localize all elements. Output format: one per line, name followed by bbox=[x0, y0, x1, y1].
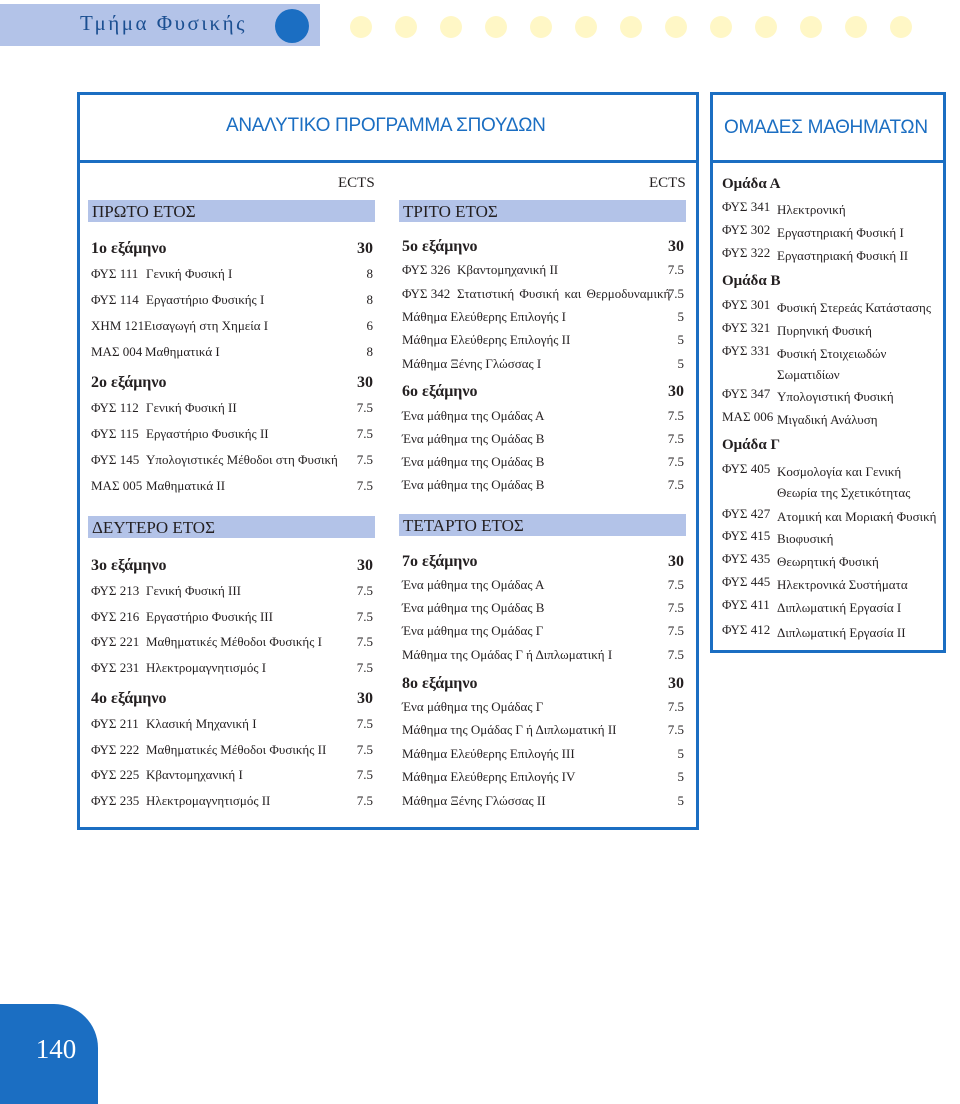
department-title: Τμήμα Φυσικής bbox=[80, 11, 247, 35]
course-row bbox=[91, 478, 373, 498]
course-row bbox=[402, 647, 684, 667]
course-credits: 7.5 bbox=[667, 577, 684, 592]
group-course-name: Μιγαδική Ανάλυση bbox=[777, 412, 878, 427]
dot bbox=[350, 16, 372, 38]
semester-2-header bbox=[91, 374, 373, 396]
course-row bbox=[402, 286, 684, 306]
course-name: Ηλεκτρομαγνητισμός ΙΙ bbox=[146, 793, 271, 808]
course-row bbox=[402, 408, 684, 428]
course-row bbox=[402, 746, 684, 766]
course-row bbox=[402, 722, 684, 742]
semester-8-header bbox=[402, 675, 684, 697]
course-name: Μαθηματικές Μέθοδοι Φυσικής Ι bbox=[146, 634, 322, 649]
course-row bbox=[402, 477, 684, 497]
course-code: ΦΥΣ 114 bbox=[91, 292, 139, 307]
course-row bbox=[402, 454, 684, 474]
dot bbox=[710, 16, 732, 38]
group-course-code: ΦΥΣ 415 bbox=[722, 528, 771, 543]
course-row bbox=[91, 426, 373, 446]
course-row bbox=[91, 318, 373, 338]
semester-6-header bbox=[402, 383, 684, 405]
course-row bbox=[402, 309, 684, 329]
course-credits: 7.5 bbox=[667, 600, 684, 615]
course-row bbox=[402, 356, 684, 376]
course-row bbox=[91, 400, 373, 420]
course-name: Ένα μάθημα της Ομάδας Β bbox=[402, 454, 545, 469]
course-code: ΦΥΣ 115 bbox=[91, 426, 139, 441]
semester-label: 4ο εξάμηνο bbox=[91, 690, 167, 707]
dot bbox=[620, 16, 642, 38]
group-course-code: ΦΥΣ 341 bbox=[722, 199, 771, 214]
group-course-code: ΦΥΣ 405 bbox=[722, 461, 771, 476]
course-name: Μάθημα της Ομάδας Γ ή Διπλωματική ΙΙ bbox=[402, 722, 617, 737]
course-code: ΦΥΣ 221 bbox=[91, 634, 140, 649]
course-row bbox=[402, 623, 684, 643]
course-credits: 7.5 bbox=[667, 408, 684, 423]
course-credits: 5 bbox=[677, 309, 684, 324]
course-row bbox=[402, 699, 684, 719]
course-code: ΦΥΣ 225 bbox=[91, 767, 140, 782]
course-name: Ένα μάθημα της Ομάδας Α bbox=[402, 408, 545, 423]
dot bbox=[575, 16, 597, 38]
ects-header: ECTS bbox=[338, 175, 375, 191]
course-code: ΜΑΣ 005 bbox=[91, 478, 143, 493]
course-credits: 7.5 bbox=[356, 426, 373, 441]
course-name: Κβαντομηχανική Ι bbox=[146, 767, 243, 782]
course-code: ΦΥΣ 213 bbox=[91, 583, 140, 598]
course-credits: 8 bbox=[366, 344, 373, 359]
course-credits: 5 bbox=[677, 793, 684, 808]
course-credits: 7.5 bbox=[667, 699, 684, 714]
year-4-heading: ΤΕΤΑΡΤΟ ΕΤΟΣ bbox=[399, 514, 686, 536]
course-code: ΦΥΣ 342 bbox=[402, 286, 451, 301]
semester-total: 30 bbox=[357, 374, 373, 391]
semester-label: 2ο εξάμηνο bbox=[91, 374, 167, 391]
course-credits: 7.5 bbox=[356, 609, 373, 624]
group-course-name: Βιοφυσική bbox=[777, 531, 834, 546]
course-name: Εργαστήριο Φυσικής ΙΙ bbox=[146, 426, 269, 441]
curriculum-title: ΑΝΑΛΥΤΙΚΟ ΠΡΟΓΡΑΜΜΑ ΣΠΟΥΔΩΝ bbox=[226, 115, 546, 136]
semester-3-header bbox=[91, 557, 373, 579]
course-name: Μαθηματικές Μέθοδοι Φυσικής ΙΙ bbox=[146, 742, 327, 757]
course-code: ΦΥΣ 145 bbox=[91, 452, 140, 467]
dot bbox=[485, 16, 507, 38]
course-row bbox=[402, 793, 684, 813]
group-course-code: ΦΥΣ 411 bbox=[722, 597, 770, 612]
course-name: Εργαστήριο Φυσικής Ι bbox=[146, 292, 265, 307]
semester-5-header bbox=[402, 238, 684, 260]
semester-total: 30 bbox=[668, 383, 684, 400]
group-course-code: ΦΥΣ 445 bbox=[722, 574, 771, 589]
semester-1-header bbox=[91, 240, 373, 262]
group-course-code: ΦΥΣ 412 bbox=[722, 622, 771, 637]
course-credits: 6 bbox=[366, 318, 373, 333]
course-code: ΜΑΣ 004 bbox=[91, 344, 143, 359]
course-credits: 7.5 bbox=[667, 647, 684, 662]
group-a-title: Ομάδα Α bbox=[722, 176, 781, 192]
semester-total: 30 bbox=[668, 238, 684, 255]
semester-total: 30 bbox=[668, 553, 684, 570]
group-course-code: ΦΥΣ 435 bbox=[722, 551, 771, 566]
course-row bbox=[91, 583, 373, 603]
course-name: Γενική Φυσική Ι bbox=[146, 266, 233, 281]
course-credits: 5 bbox=[677, 746, 684, 761]
semester-label: 3ο εξάμηνο bbox=[91, 557, 167, 574]
group-course-name: Κοσμολογία και Γενική Θεωρία της Σχετικότητας bbox=[777, 464, 911, 500]
course-credits: 7.5 bbox=[356, 716, 373, 731]
course-name: Ένα μάθημα της Ομάδας Β bbox=[402, 600, 545, 615]
page-number: 140 bbox=[35, 1034, 77, 1064]
group-course-name: Διπλωματική Εργασία ΙΙ bbox=[777, 625, 906, 640]
course-code: ΧΗΜ 121 bbox=[91, 318, 145, 333]
group-course-code: ΦΥΣ 347 bbox=[722, 386, 771, 401]
course-credits: 5 bbox=[677, 769, 684, 784]
course-row bbox=[91, 660, 373, 680]
course-row bbox=[91, 266, 373, 286]
course-code: ΦΥΣ 112 bbox=[91, 400, 139, 415]
dot bbox=[800, 16, 822, 38]
course-code: ΦΥΣ 216 bbox=[91, 609, 140, 624]
course-credits: 7.5 bbox=[667, 262, 684, 277]
group-c-title: Ομάδα Γ bbox=[722, 437, 780, 453]
course-name: Μάθημα Ελεύθερης Επιλογής ΙΙΙ bbox=[402, 746, 575, 761]
group-b-title: Ομάδα Β bbox=[722, 273, 781, 289]
course-name: Γενική Φυσική ΙΙ bbox=[146, 400, 237, 415]
frame-divider bbox=[710, 160, 946, 163]
course-row bbox=[91, 609, 373, 629]
course-name: Μάθημα Ξένης Γλώσσας ΙΙ bbox=[402, 793, 546, 808]
course-row bbox=[91, 292, 373, 312]
course-credits: 5 bbox=[677, 356, 684, 371]
course-row bbox=[91, 767, 373, 787]
course-code: ΦΥΣ 231 bbox=[91, 660, 140, 675]
course-name: Ένα μάθημα της Ομάδας Γ bbox=[402, 623, 544, 638]
year-2-heading: ΔΕΥΤΕΡΟ ΕΤΟΣ bbox=[88, 516, 375, 538]
course-credits: 7.5 bbox=[356, 793, 373, 808]
dot bbox=[530, 16, 552, 38]
course-credits: 7.5 bbox=[667, 722, 684, 737]
course-name: Εργαστήριο Φυσικής ΙΙΙ bbox=[146, 609, 273, 624]
course-credits: 5 bbox=[677, 332, 684, 347]
course-name: Μαθηματικά ΙΙ bbox=[146, 478, 226, 493]
course-credits: 7.5 bbox=[356, 583, 373, 598]
group-course-code: ΦΥΣ 331 bbox=[722, 343, 771, 358]
group-course-name: Ατομική και Μοριακή Φυσική bbox=[777, 509, 937, 524]
dot bbox=[440, 16, 462, 38]
semester-total: 30 bbox=[668, 675, 684, 692]
course-row bbox=[91, 742, 373, 762]
frame-divider bbox=[77, 160, 699, 163]
group-course-name: Εργαστηριακή Φυσική Ι bbox=[777, 225, 904, 240]
group-course-name: Φυσική Στοιχειωδών Σωματιδίων bbox=[777, 346, 887, 382]
groups-title: ΟΜΑΔΕΣ ΜΑΘΗΜΑΤΩΝ bbox=[724, 117, 928, 138]
dot bbox=[845, 16, 867, 38]
semester-total: 30 bbox=[357, 557, 373, 574]
course-name: Μάθημα Ελεύθερης Επιλογής Ι bbox=[402, 309, 567, 324]
course-row bbox=[91, 452, 373, 472]
course-name: Ένα μάθημα της Ομάδας Β bbox=[402, 477, 545, 492]
group-course-code: ΦΥΣ 427 bbox=[722, 506, 771, 521]
course-row bbox=[402, 600, 684, 620]
course-name: Μάθημα Ξένης Γλώσσας Ι bbox=[402, 356, 542, 371]
semester-4-header bbox=[91, 690, 373, 712]
course-credits: 8 bbox=[366, 266, 373, 281]
course-name: Μάθημα της Ομάδας Γ ή Διπλωματική Ι bbox=[402, 647, 613, 662]
semester-total: 30 bbox=[357, 240, 373, 257]
course-row bbox=[402, 769, 684, 789]
course-name: Κλασική Μηχανική Ι bbox=[146, 716, 257, 731]
group-course-code: ΦΥΣ 321 bbox=[722, 320, 771, 335]
course-code: ΦΥΣ 211 bbox=[91, 716, 139, 731]
course-row bbox=[91, 344, 373, 364]
course-credits: 7.5 bbox=[356, 742, 373, 757]
course-row bbox=[91, 634, 373, 654]
course-name: Στατιστική Φυσική και Θερμοδυναμική bbox=[457, 286, 671, 301]
course-name: Ένα μάθημα της Ομάδας Γ bbox=[402, 699, 544, 714]
course-row bbox=[402, 262, 684, 282]
course-name: Γενική Φυσική ΙΙΙ bbox=[146, 583, 241, 598]
course-row bbox=[402, 332, 684, 352]
dot bbox=[890, 16, 912, 38]
course-row bbox=[91, 793, 373, 813]
course-name: Ένα μάθημα της Ομάδας Α bbox=[402, 577, 545, 592]
course-credits: 7.5 bbox=[667, 431, 684, 446]
course-name: Μαθηματικά Ι bbox=[145, 344, 220, 359]
semester-label: 5ο εξάμηνο bbox=[402, 238, 478, 255]
course-code: ΦΥΣ 235 bbox=[91, 793, 140, 808]
group-course-code: ΦΥΣ 322 bbox=[722, 245, 771, 260]
semester-label: 7ο εξάμηνο bbox=[402, 553, 478, 570]
group-course-name: Εργαστηριακή Φυσική ΙΙ bbox=[777, 248, 909, 263]
semester-label: 6ο εξάμηνο bbox=[402, 383, 478, 400]
course-credits: 7.5 bbox=[356, 400, 373, 415]
group-course-code: ΦΥΣ 301 bbox=[722, 297, 771, 312]
group-course-name: Ηλεκτρονική bbox=[777, 202, 846, 217]
dot bbox=[755, 16, 777, 38]
course-credits: 7.5 bbox=[667, 454, 684, 469]
course-row bbox=[402, 577, 684, 597]
course-code: ΦΥΣ 222 bbox=[91, 742, 140, 757]
header-circle bbox=[275, 9, 309, 43]
group-course-name: Διπλωματική Εργασία Ι bbox=[777, 600, 902, 615]
course-name: Εισαγωγή στη Χημεία Ι bbox=[144, 318, 269, 333]
course-credits: 7.5 bbox=[356, 478, 373, 493]
dot bbox=[665, 16, 687, 38]
course-credits: 7.5 bbox=[667, 286, 684, 301]
year-1-heading: ΠΡΩΤΟ ΕΤΟΣ bbox=[88, 200, 375, 222]
course-credits: 7.5 bbox=[356, 634, 373, 649]
group-course-name: Υπολογιστική Φυσική bbox=[777, 389, 894, 404]
course-credits: 7.5 bbox=[356, 452, 373, 467]
course-credits: 8 bbox=[366, 292, 373, 307]
group-course-name: Ηλεκτρονικά Συστήματα bbox=[777, 577, 908, 592]
semester-label: 1ο εξάμηνο bbox=[91, 240, 167, 257]
group-course-name: Φυσική Στερεάς Κατάστασης bbox=[777, 300, 931, 315]
course-name: Ένα μάθημα της Ομάδας Β bbox=[402, 431, 545, 446]
group-course-code: ΜΑΣ 006 bbox=[722, 409, 774, 424]
semester-7-header bbox=[402, 553, 684, 575]
course-code: ΦΥΣ 326 bbox=[402, 262, 451, 277]
group-course-code: ΦΥΣ 302 bbox=[722, 222, 771, 237]
year-3-heading: ΤΡΙΤΟ ΕΤΟΣ bbox=[399, 200, 686, 222]
course-name: Μάθημα Ελεύθερης Επιλογής ΙΙ bbox=[402, 332, 571, 347]
semester-total: 30 bbox=[357, 690, 373, 707]
group-course-name: Θεωρητική Φυσική bbox=[777, 554, 879, 569]
ects-header: ECTS bbox=[649, 175, 686, 191]
course-row bbox=[402, 431, 684, 451]
group-course-name: Πυρηνική Φυσική bbox=[777, 323, 872, 338]
dot bbox=[395, 16, 417, 38]
course-credits: 7.5 bbox=[356, 767, 373, 782]
course-name: Κβαντομηχανική ΙΙ bbox=[457, 262, 559, 277]
course-code: ΦΥΣ 111 bbox=[91, 266, 139, 281]
course-name: Μάθημα Ελεύθερης Επιλογής ΙV bbox=[402, 769, 576, 784]
course-credits: 7.5 bbox=[356, 660, 373, 675]
course-name: Ηλεκτρομαγνητισμός Ι bbox=[146, 660, 267, 675]
course-credits: 7.5 bbox=[667, 477, 684, 492]
course-name: Υπολογιστικές Μέθοδοι στη Φυσική bbox=[146, 452, 338, 467]
course-credits: 7.5 bbox=[667, 623, 684, 638]
semester-label: 8ο εξάμηνο bbox=[402, 675, 478, 692]
course-row bbox=[91, 716, 373, 736]
